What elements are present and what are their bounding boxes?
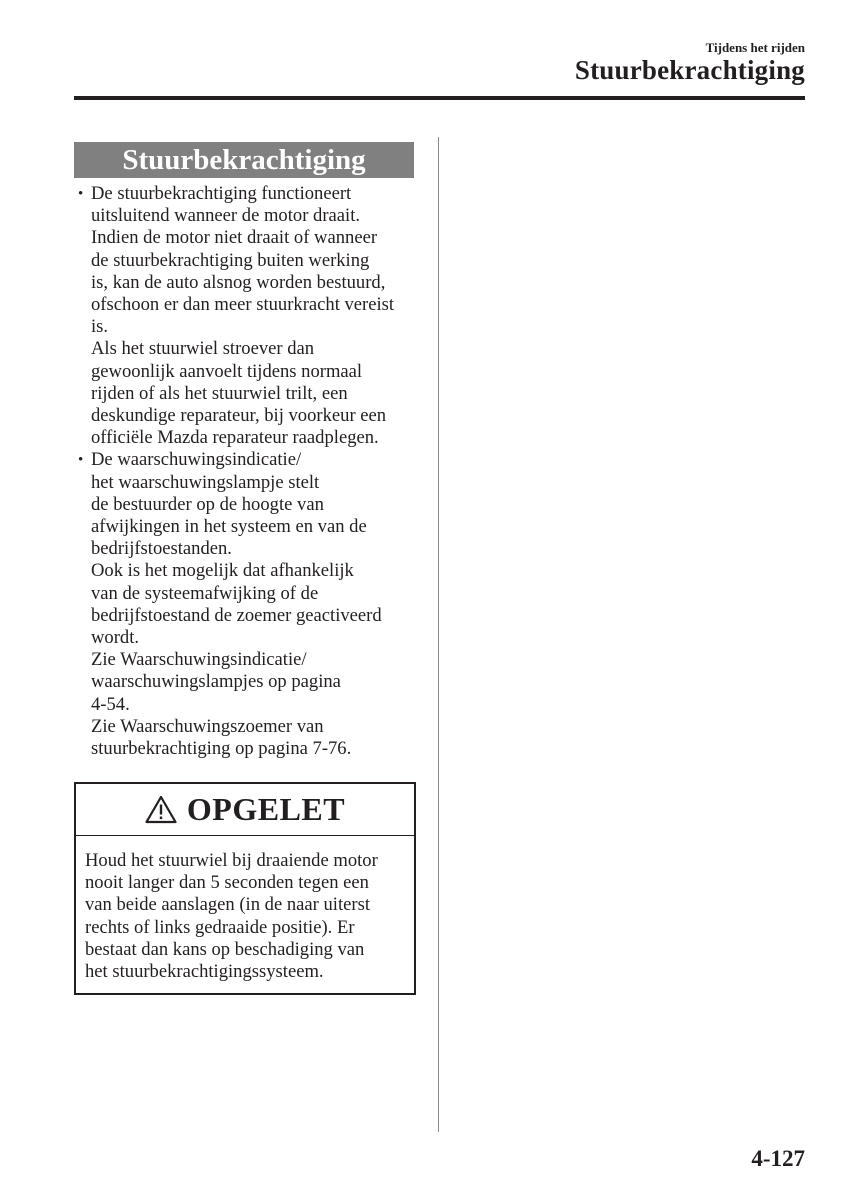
bullet-paragraph: Ook is het mogelijk dat afhankelijk van de systeemafwijking of de bedrijfstoestand de zoemer geactiveerd wordt.: [91, 560, 382, 649]
bullet-marker: •: [78, 186, 84, 202]
bullet-paragraph: De stuurbekrachtiging functioneert uitsluitend wanneer de motor draait. Indien de motor niet draait of wanneer de stuurbekrachtiging buiten werking is, kan de auto alsnog worden bestuurd, ofschoon er dan meer stuurkracht vereist is.: [91, 183, 395, 338]
bullet-item: [78, 183, 423, 449]
section-heading: Stuurbekrachtiging: [74, 142, 414, 178]
header-rule: [74, 96, 805, 100]
column-divider: [438, 137, 439, 1132]
header-section-label: Tijdens het rijden: [705, 40, 805, 55]
bullet-item: [78, 449, 423, 760]
bullet-paragraph: Zie Waarschuwingszoemer van stuurbekrachtiging op pagina 7-76.: [91, 715, 352, 760]
warning-triangle-icon: [145, 795, 177, 824]
caution-title: OPGELET: [186, 791, 346, 827]
bullet-paragraph: Zie Waarschuwingsindicatie/ waarschuwingslampjes op pagina 4-54.: [91, 649, 341, 715]
bullet-paragraph: De waarschuwingsindicatie/ het waarschuwingslampje stelt de bestuurder op de hoogte van afwijkingen in het systeem en van de bedrijfstoestanden.: [91, 449, 367, 560]
bullet-marker: •: [78, 452, 84, 469]
bullet-paragraph: Als het stuurwiel stroever dan gewoonlijk aanvoelt tijdens normaal rijden of als het stuurwiel trilt, een deskundige reparateur, bij voorkeur een officiële Mazda reparateur raadplegen.: [91, 338, 387, 449]
caution-box: [74, 782, 416, 995]
caution-header: [76, 784, 414, 836]
caution-text: Houd het stuurwiel bij draaiende motor nooit langer dan 5 seconden tegen een van beide aanslagen (in de naar uiterst rechts of links gedraaide positie). Er bestaat dan kans op beschadiging van het stuurbekrachtigingssysteem.: [85, 850, 378, 983]
page-title: Stuurbekrachtiging: [574, 55, 805, 85]
page-number: 4-127: [751, 1146, 805, 1171]
bullet-list: [78, 183, 423, 760]
